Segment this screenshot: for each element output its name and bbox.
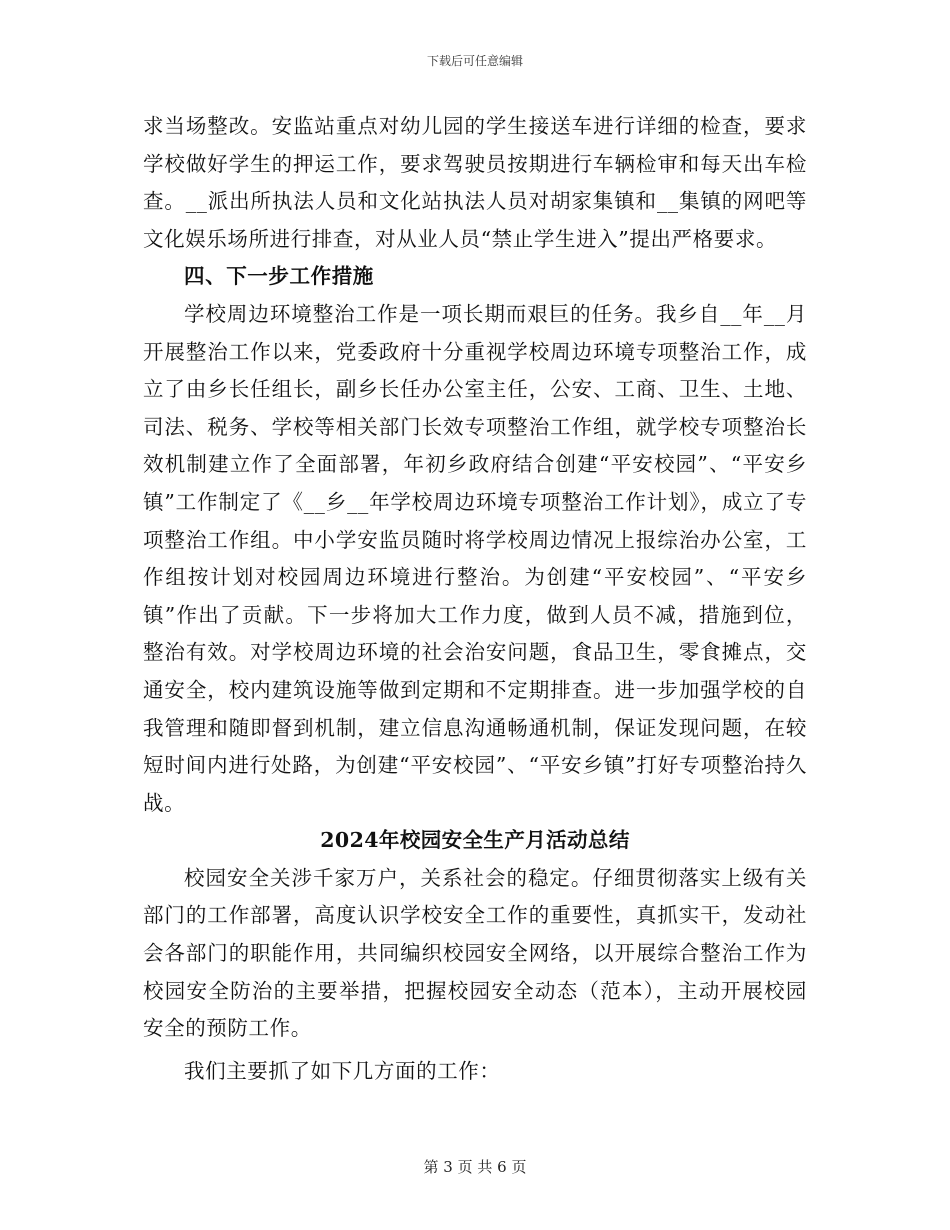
section-heading: 四、下一步工作措施 [184,264,374,289]
paragraph-intro: 求当场整改。安监站重点对幼儿园的学生接送车进行详细的检查，要求学校做好学生的押运工作，要求驾驶员按期进行车辆检审和每天出车检查。__派出所执法人员和文化站执法人员对胡家集镇和__集镇的网吧等文化娱乐场所进行排查，对从业人员“禁止学生进入”提出严格要求。 [143,114,807,251]
paragraph-lead: 我们主要抓了如下几方面的工作： [184,1058,501,1083]
page-header-note: 下载后可任意编辑 [426,54,523,68]
page-number: 第 3 页 共 6 页 [423,1158,527,1176]
paragraph-measures: 学校周边环境整治工作是一项长期而艰巨的任务。我乡自__年__月开展整治工作以来，党委政府十分重视学校周边环境专项整治工作，成立了由乡长任组长，副乡长任办公室主任，公安、工商、卫生、土地、司法、税务、学校等相关部门长效专项整治工作组，就学校专项整治长效机制建立作了全面部署，年初乡政府结合创建“平安校园”、“平安乡镇”工作制定了《__乡__年学校周边环境专项整治工作计划》，成立了专项整治工作组。中小学安监员随时将学校周边情况上报综治办公室，工作组按计划对校园周边环境进行整治。为创建“平安校园”、“平安乡镇”作出了贡献。下一步将加大工作力度，做到人员不减，措施到位，整治有效。对学校周边环境的社会治安问题，食品卫生，零食摊点，交通安全，校内建筑设施等做到定期和不定期排查。进一步加强学校的自我管理和随即督到机制，建立信息沟通畅通机制，保证发现问题，在较短时间内进行处路，为创建“平安校园”、“平安乡镇”打好专项整治持久战。 [143,301,807,815]
document-title: 2024年校园安全生产月活动总结 [320,828,630,853]
document-body [143,108,807,1090]
paragraph-summary: 校园安全关涉千家万户，关系社会的稳定。仔细贯彻落实上级有关部门的工作部署，高度认识学校安全工作的重要性，真抓实干，发动社会各部门的职能作用，共同编织校园安全网络，以开展综合整治工作为校园安全防治的主要举措，把握校园安全动态（范本），主动开展校园安全的预防工作。 [143,865,807,1041]
